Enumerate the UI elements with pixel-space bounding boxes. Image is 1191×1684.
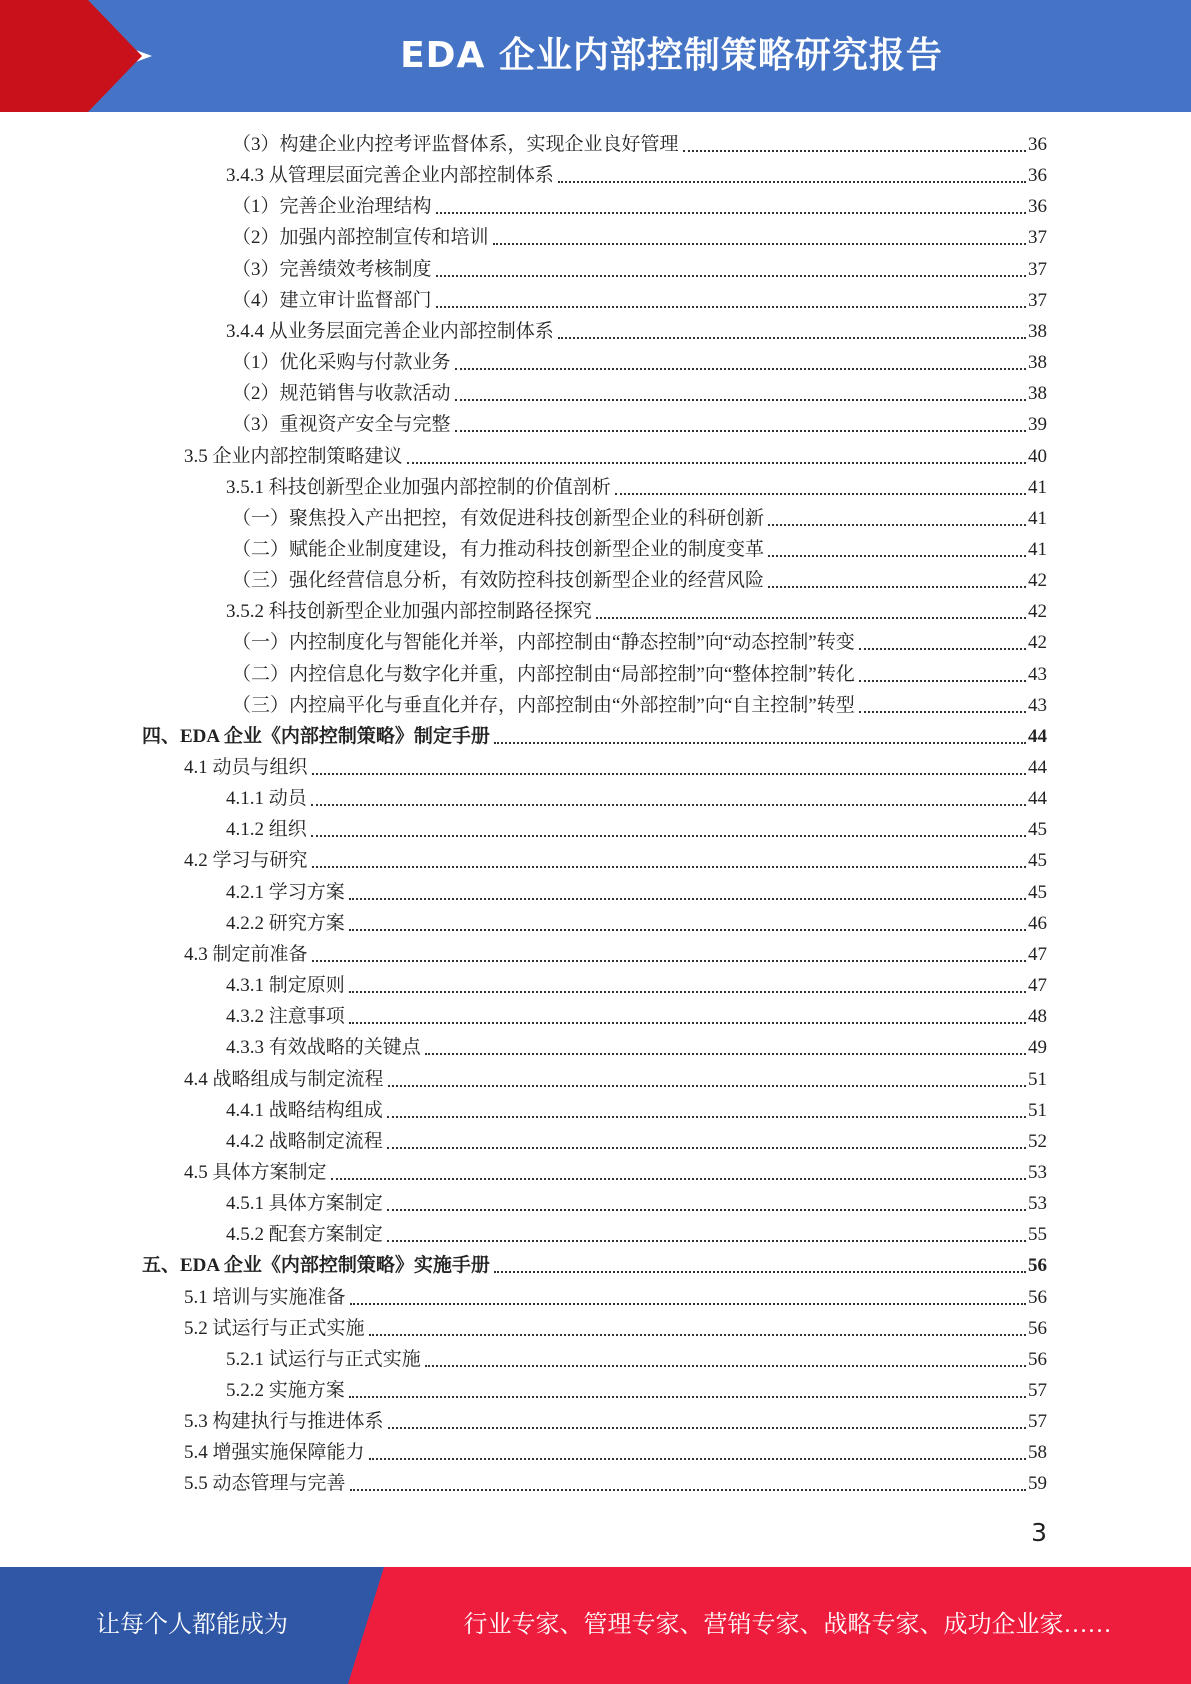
toc-entry-page: 44	[1028, 725, 1047, 747]
toc-entry-label: 5.2.1 试运行与正式实施	[226, 1348, 421, 1370]
toc-entry-label: （一）聚焦投入产出把控，有效促进科技创新型企业的科研创新	[232, 507, 765, 529]
toc-entry[interactable]	[226, 1185, 1047, 1216]
toc-dot-leader	[615, 493, 1026, 495]
toc-entry-page: 51	[1028, 1099, 1047, 1121]
toc-entry-page: 42	[1028, 601, 1047, 623]
toc-entry-page: 56	[1028, 1348, 1047, 1370]
toc-dot-leader	[349, 991, 1026, 993]
toc-dot-leader	[683, 150, 1026, 152]
toc-entry[interactable]	[226, 1341, 1047, 1372]
toc-entry-page: 53	[1028, 1161, 1047, 1183]
toc-entry-page: 58	[1028, 1442, 1047, 1464]
toc-entry[interactable]	[142, 718, 1047, 749]
toc-entry-page: 49	[1028, 1037, 1047, 1059]
toc-entry-label: （2）加强内部控制宣传和培训	[232, 227, 489, 249]
toc-entry[interactable]	[232, 624, 1047, 655]
toc-entry-label: 4.5.2 配套方案制定	[226, 1224, 383, 1246]
toc-entry-label: 4.2.2 研究方案	[226, 912, 345, 934]
toc-entry-page: 38	[1028, 383, 1047, 405]
toc-dot-leader	[350, 1303, 1026, 1305]
toc-entry-page: 37	[1028, 289, 1047, 311]
toc-entry[interactable]	[232, 126, 1047, 157]
toc-entry-page: 53	[1028, 1193, 1047, 1215]
toc-entry-label: 4.1.2 组织	[226, 819, 307, 841]
toc-entry-page: 40	[1028, 445, 1047, 467]
toc-entry-label: 3.5 企业内部控制策略建议	[184, 445, 403, 467]
toc-dot-leader	[369, 1458, 1026, 1460]
toc-entry-label: （3）重视资产安全与完整	[232, 414, 451, 436]
toc-dot-leader	[312, 773, 1026, 775]
toc-entry[interactable]	[232, 406, 1047, 437]
toc-entry-page: 45	[1028, 850, 1047, 872]
toc-dot-leader	[455, 399, 1026, 401]
toc-entry-label: 5.2 试运行与正式实施	[184, 1317, 365, 1339]
toc-entry-page: 39	[1028, 414, 1047, 436]
footer-slogan-right: 行业专家、管理专家、营销专家、战略专家、成功企业家……	[463, 1612, 1112, 1638]
report-title: EDA 企业内部控制策略研究报告	[400, 35, 943, 76]
toc-entry[interactable]	[226, 313, 1047, 344]
toc-entry-page: 56	[1028, 1317, 1047, 1339]
toc-dot-leader	[436, 212, 1026, 214]
toc-dot-leader	[349, 1022, 1026, 1024]
toc-entry-label: 3.4.4 从业务层面完善企业内部控制体系	[226, 320, 554, 342]
toc-entry[interactable]	[142, 1247, 1047, 1278]
toc-entry-label: 4.3 制定前准备	[184, 943, 308, 965]
toc-entry[interactable]	[184, 1403, 1047, 1434]
toc-entry[interactable]	[184, 1310, 1047, 1341]
toc-dot-leader	[859, 711, 1026, 713]
toc-entry-label: （4）建立审计监督部门	[232, 289, 432, 311]
toc-entry[interactable]	[232, 500, 1047, 531]
toc-dot-leader	[311, 835, 1026, 837]
toc-dot-leader	[859, 680, 1026, 682]
toc-dot-leader	[349, 1396, 1026, 1398]
toc-entry[interactable]	[232, 531, 1047, 562]
toc-entry-label: 5.1 培训与实施准备	[184, 1286, 346, 1308]
toc-entry-page: 45	[1028, 819, 1047, 841]
toc-entry-label: （3）构建企业内控考评监督体系，实现企业良好管理	[232, 134, 679, 155]
toc-entry[interactable]	[232, 656, 1047, 687]
toc-entry-label: 4.2.1 学习方案	[226, 881, 345, 903]
toc-entry[interactable]	[226, 157, 1047, 188]
toc-entry-label: （1）完善企业治理结构	[232, 196, 432, 218]
toc-entry[interactable]	[232, 344, 1047, 375]
toc-entry[interactable]	[226, 967, 1047, 998]
toc-entry[interactable]	[226, 811, 1047, 842]
toc-dot-leader	[436, 306, 1026, 308]
toc-entry-page: 42	[1028, 632, 1047, 654]
toc-entry-page: 41	[1028, 507, 1047, 529]
toc-entry-page: 47	[1028, 975, 1047, 997]
toc-dot-leader	[388, 1427, 1026, 1429]
toc-dot-leader	[388, 1085, 1026, 1087]
toc-entry-page: 36	[1028, 134, 1047, 155]
toc-dot-leader	[312, 960, 1026, 962]
toc-entry-label: 3.5.2 科技创新型企业加强内部控制路径探究	[226, 601, 592, 623]
toc-entry-page: 38	[1028, 320, 1047, 342]
toc-dot-leader	[493, 243, 1026, 245]
toc-dot-leader	[768, 586, 1026, 588]
toc-dot-leader	[387, 1209, 1026, 1211]
toc-entry-page: 48	[1028, 1006, 1047, 1028]
toc-entry[interactable]	[184, 749, 1047, 780]
toc-entry-page: 52	[1028, 1130, 1047, 1152]
toc-entry[interactable]	[226, 874, 1047, 905]
toc-entry[interactable]	[226, 998, 1047, 1029]
toc-entry-label: 四、EDA 企业《内部控制策略》制定手册	[142, 725, 490, 747]
toc-entry-page: 37	[1028, 258, 1047, 280]
toc-entry-page: 42	[1028, 570, 1047, 592]
toc-entry[interactable]	[232, 251, 1047, 282]
toc-entry-page: 37	[1028, 227, 1047, 249]
toc-entry-label: 5.3 构建执行与推进体系	[184, 1411, 384, 1433]
toc-dot-leader	[407, 462, 1026, 464]
page-header	[0, 0, 1191, 112]
toc-dot-leader	[387, 1147, 1026, 1149]
toc-entry-label: （三）内控扁平化与垂直化并存，内部控制由“外部控制”向“自主控制”转型	[232, 694, 855, 716]
toc-entry[interactable]	[226, 1123, 1047, 1154]
toc-entry[interactable]	[184, 936, 1047, 967]
toc-entry-page: 59	[1028, 1473, 1047, 1495]
toc-entry-page: 43	[1028, 694, 1047, 716]
toc-entry-label: 五、EDA 企业《内部控制策略》实施手册	[142, 1255, 490, 1277]
toc-entry[interactable]	[226, 1029, 1047, 1060]
toc-entry-label: （二）赋能企业制度建设，有力推动科技创新型企业的制度变革	[232, 538, 765, 560]
toc-entry-label: 5.4 增强实施保障能力	[184, 1442, 365, 1464]
toc-entry[interactable]	[184, 1434, 1047, 1465]
toc-entry-page: 44	[1028, 788, 1047, 810]
toc-entry-label: （3）完善绩效考核制度	[232, 258, 432, 280]
toc-entry-label: （二）内控信息化与数字化并重，内部控制由“局部控制”向“整体控制”转化	[232, 663, 855, 685]
toc-entry[interactable]	[184, 842, 1047, 873]
toc-entry-page: 41	[1028, 476, 1047, 498]
toc-entry-label: 4.4.2 战略制定流程	[226, 1130, 383, 1152]
toc-dot-leader	[311, 804, 1026, 806]
toc-entry-page: 44	[1028, 757, 1047, 778]
toc-dot-leader	[494, 1271, 1026, 1273]
toc-entry-label: 3.5.1 科技创新型企业加强内部控制的价值剖析	[226, 476, 611, 498]
toc-entry-label: 4.5 具体方案制定	[184, 1161, 327, 1183]
toc-entry-label: （三）强化经营信息分析，有效防控科技创新型企业的经营风险	[232, 570, 765, 592]
toc-entry-page: 46	[1028, 912, 1047, 934]
toc-entry[interactable]	[226, 1372, 1047, 1403]
toc-entry-label: 4.3.1 制定原则	[226, 975, 345, 997]
toc-entry-label: 5.2.2 实施方案	[226, 1380, 345, 1401]
toc-entry[interactable]	[232, 687, 1047, 718]
toc-entry[interactable]	[184, 1465, 1047, 1496]
toc-dot-leader	[494, 742, 1026, 744]
toc-entry-label: 4.4 战略组成与制定流程	[184, 1068, 384, 1090]
toc-entry[interactable]	[184, 1061, 1047, 1092]
page-number: 3	[1031, 1518, 1047, 1547]
toc-dot-leader	[331, 1178, 1026, 1180]
toc-entry[interactable]	[184, 438, 1047, 469]
toc-entry[interactable]	[226, 1092, 1047, 1123]
toc-entry-page: 38	[1028, 352, 1047, 374]
toc-dot-leader	[387, 1116, 1026, 1118]
toc-entry-page: 41	[1028, 538, 1047, 560]
toc-dot-leader	[558, 337, 1026, 339]
toc-entry-label: 4.3.2 注意事项	[226, 1006, 345, 1028]
toc-entry-page: 36	[1028, 196, 1047, 218]
toc-dot-leader	[859, 648, 1026, 650]
toc-entry[interactable]	[232, 562, 1047, 593]
toc-entry[interactable]	[232, 375, 1047, 406]
toc-entry-label: 5.5 动态管理与完善	[184, 1473, 346, 1495]
toc-entry-label: 4.4.1 战略结构组成	[226, 1099, 383, 1121]
toc-entry[interactable]	[184, 1154, 1047, 1185]
toc-dot-leader	[596, 617, 1026, 619]
toc-dot-leader	[387, 1240, 1026, 1242]
toc-entry-page: 56	[1028, 1286, 1047, 1308]
toc-dot-leader	[350, 1489, 1026, 1491]
toc-entry-page: 55	[1028, 1224, 1047, 1246]
toc-entry-label: （1）优化采购与付款业务	[232, 352, 451, 374]
toc-dot-leader	[349, 929, 1026, 931]
toc-dot-leader	[312, 866, 1026, 868]
toc-entry[interactable]	[184, 1279, 1047, 1310]
toc-dot-leader	[369, 1334, 1026, 1336]
toc-dot-leader	[768, 555, 1026, 557]
toc-entry-label: 4.3.3 有效战略的关键点	[226, 1037, 421, 1059]
toc-entry-page: 36	[1028, 165, 1047, 187]
toc-entry-label: （一）内控制度化与智能化并举，内部控制由“静态控制”向“动态控制”转变	[232, 632, 855, 654]
toc-dot-leader	[425, 1365, 1026, 1367]
toc-entry-label: 3.4.3 从管理层面完善企业内部控制体系	[226, 165, 554, 187]
toc-dot-leader	[436, 275, 1026, 277]
toc-entry-label: 4.2 学习与研究	[184, 850, 308, 872]
toc-entry-label: 4.1 动员与组织	[184, 757, 308, 778]
toc-dot-leader	[768, 524, 1026, 526]
toc-dot-leader	[455, 368, 1026, 370]
toc-entry-page: 57	[1028, 1411, 1047, 1433]
toc-entry[interactable]	[226, 469, 1047, 500]
toc-entry-page: 45	[1028, 881, 1047, 903]
toc-entry-label: 4.5.1 具体方案制定	[226, 1193, 383, 1215]
toc-entry[interactable]	[232, 282, 1047, 313]
toc-entry-page: 43	[1028, 663, 1047, 685]
toc-entry-page: 47	[1028, 943, 1047, 965]
footer-slogan-left: 让每个人都能成为	[96, 1612, 288, 1638]
toc-entry-label: 4.1.1 动员	[226, 788, 307, 810]
toc-dot-leader	[455, 430, 1026, 432]
toc-entry[interactable]	[232, 219, 1047, 250]
page-footer	[0, 1567, 1191, 1684]
toc-entry[interactable]	[226, 1216, 1047, 1247]
toc-entry[interactable]	[226, 780, 1047, 811]
toc-dot-leader	[425, 1053, 1026, 1055]
toc-entry-label: （2）规范销售与收款活动	[232, 383, 451, 405]
toc-entry-page: 51	[1028, 1068, 1047, 1090]
toc-entry[interactable]	[226, 905, 1047, 936]
toc-dot-leader	[558, 181, 1026, 183]
toc-entry-page: 56	[1028, 1255, 1047, 1277]
toc-dot-leader	[349, 898, 1026, 900]
toc-entry-page: 57	[1028, 1380, 1047, 1401]
toc-entry[interactable]	[226, 593, 1047, 624]
toc-entry[interactable]	[232, 188, 1047, 219]
